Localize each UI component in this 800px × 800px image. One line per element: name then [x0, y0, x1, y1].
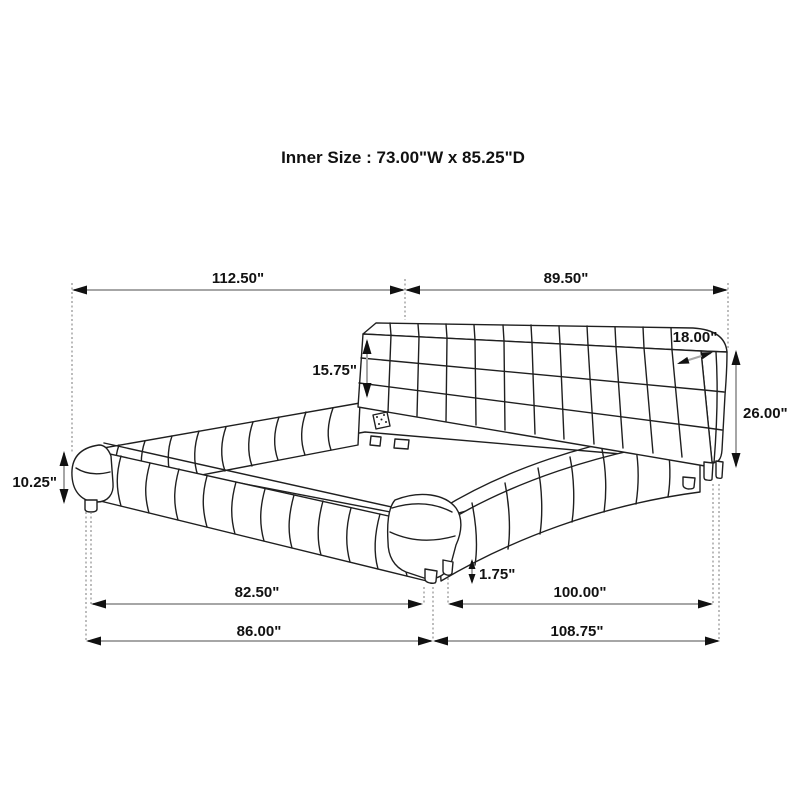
dim-label-headboard-height: 26.00": [743, 405, 788, 422]
dim-overall-width-left: [72, 270, 405, 295]
foot-leg-inner: [443, 560, 453, 575]
dim-label-inner-platform-width: 82.50": [234, 584, 280, 601]
dim-label-base-outer-depth: 108.75": [550, 623, 604, 640]
dim-base-outer-width: [86, 623, 433, 646]
dim-rail-height: [12, 451, 68, 504]
dim-label-headboard-depth: 18.00": [672, 329, 718, 346]
dim-headboard-height: [732, 350, 788, 468]
inner-size-title: Inner Size : 73.00"W x 85.25"D: [281, 148, 525, 167]
dim-label-rail-height: 10.25": [12, 474, 57, 491]
dim-label-base-outer-width: 86.00": [236, 623, 282, 640]
dim-base-outer-depth: [433, 623, 720, 646]
foot-leg-outer: [425, 569, 437, 583]
center-bracket: [373, 412, 390, 429]
left-corner-tuft: [72, 445, 113, 502]
bed-illustration: [72, 323, 727, 583]
dim-label-overall-width-left: 112.50": [211, 270, 265, 287]
dim-inner-platform-depth: [448, 584, 713, 609]
left-corner-leg: [85, 500, 97, 512]
right-rail-leg: [683, 477, 695, 489]
headboard-foot-front: [704, 462, 713, 480]
dim-label-inner-platform-depth: 100.00": [553, 584, 607, 601]
dim-label-leg-height: 1.75": [479, 566, 516, 583]
dim-label-overall-width-right: 89.50": [543, 270, 589, 287]
headboard-foot-back: [716, 461, 723, 478]
dim-overall-width-right: [405, 270, 728, 295]
dim-inner-platform-width: [91, 584, 423, 609]
dim-label-headboard-above-rail: 15.75": [312, 362, 357, 379]
